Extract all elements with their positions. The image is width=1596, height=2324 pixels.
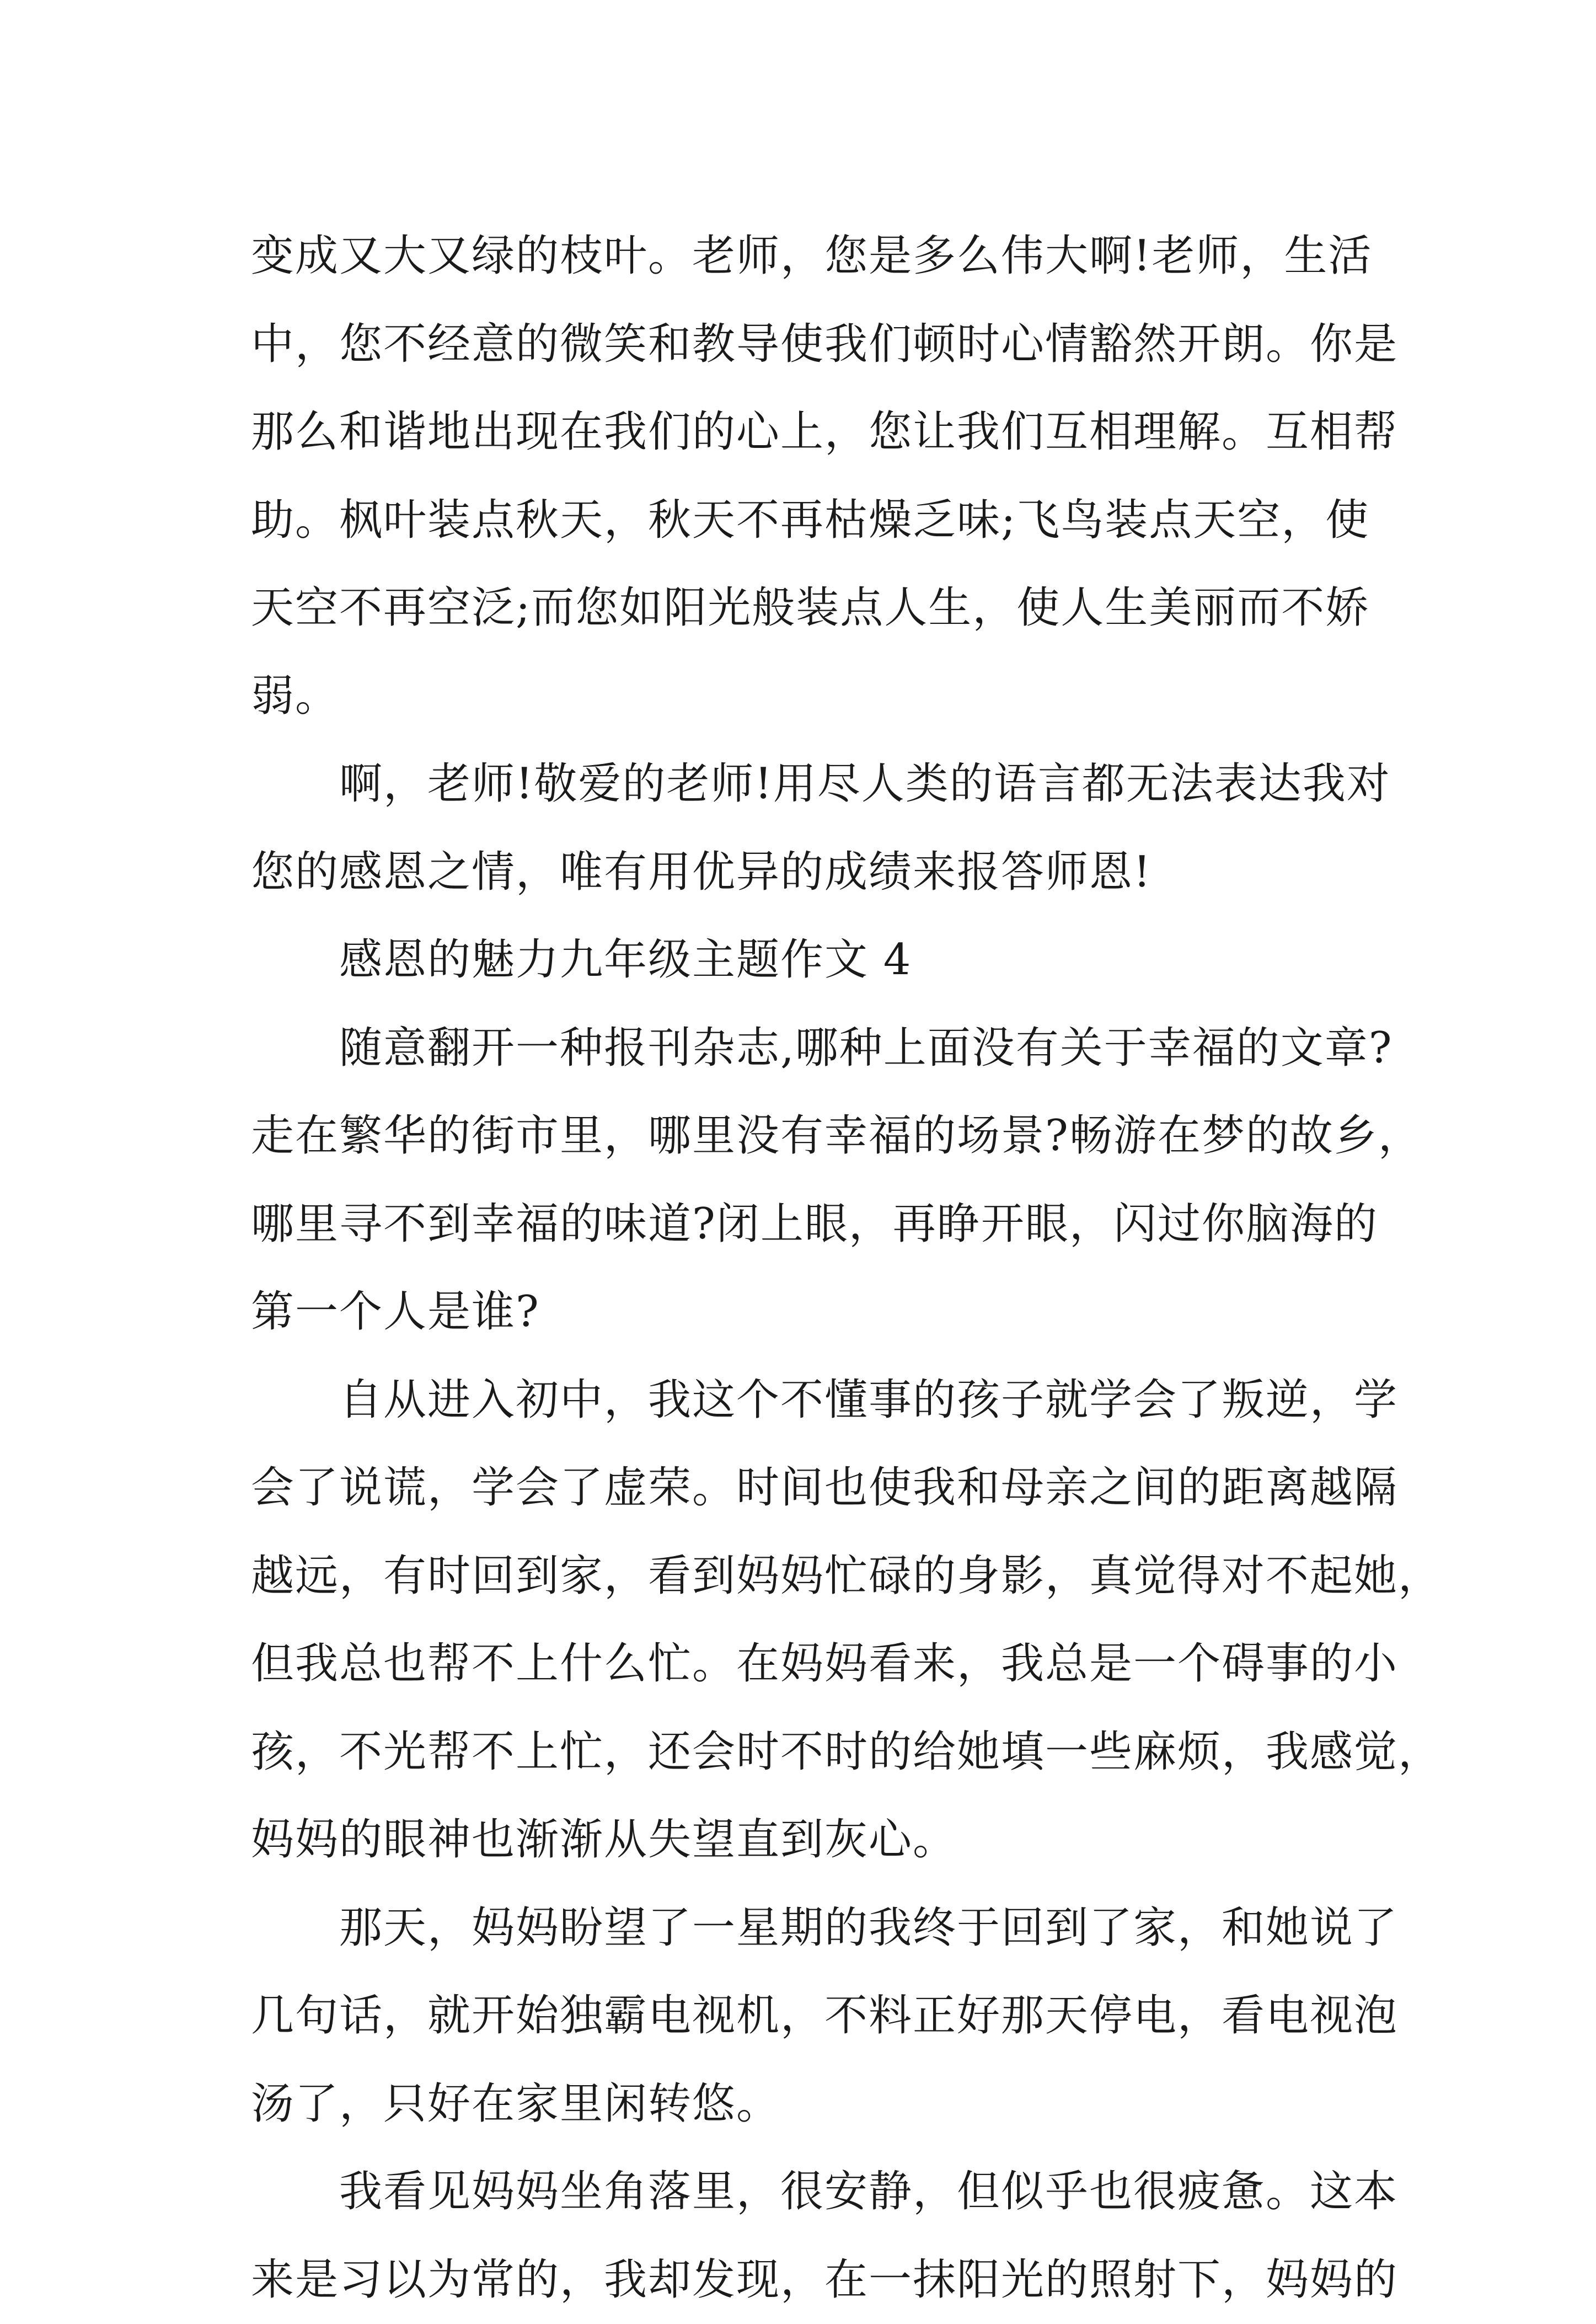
text-line: 自从进入初中，我这个不懂事的孩子就学会了叛逆，学 (251, 1356, 1370, 1445)
text-line: 变成又大又绿的枝叶。老师，您是多么伟大啊!老师，生活 (251, 212, 1370, 301)
text-line: 随意翻开一种报刊杂志,哪种上面没有关于幸福的文章? (251, 1005, 1370, 1093)
text-line: 孩，不光帮不上忙，还会时不时的给她填一些麻烦，我感觉， (251, 1708, 1370, 1797)
text-line: 我看见妈妈坐角落里，很安静，但似乎也很疲惫。这本 (251, 2148, 1370, 2236)
text-line: 第一个人是谁? (251, 1268, 1370, 1356)
text-line: 弱。 (251, 653, 1370, 741)
text-line: 妈妈的眼神也渐渐从失望直到灰心。 (251, 1796, 1370, 1884)
document-body (251, 212, 1370, 2324)
text-line: 几句话，就开始独霸电视机，不料正好那天停电，看电视泡 (251, 1972, 1370, 2060)
text-line: 您的感恩之情，唯有用优异的成绩来报答师恩! (251, 829, 1370, 917)
text-line: 中，您不经意的微笑和教导使我们顿时心情豁然开朗。你是 (251, 301, 1370, 389)
text-line: 助。枫叶装点秋天，秋天不再枯燥乏味;飞鸟装点天空，使 (251, 477, 1370, 565)
text-line: 那天，妈妈盼望了一星期的我终于回到了家，和她说了 (251, 1884, 1370, 1973)
section-heading: 感恩的魅力九年级主题作文 4 (251, 916, 1370, 1005)
text-line: 天空不再空泛;而您如阳光般装点人生，使人生美丽而不娇 (251, 564, 1370, 653)
text-line: 哪里寻不到幸福的味道?闭上眼，再睁开眼，闪过你脑海的 (251, 1180, 1370, 1269)
text-line: 但我总也帮不上什么忙。在妈妈看来，我总是一个碍事的小 (251, 1620, 1370, 1708)
text-line: 来是习以为常的，我却发现，在一抹阳光的照射下，妈妈的 (251, 2236, 1370, 2324)
text-line: 会了说谎，学会了虚荣。时间也使我和母亲之间的距离越隔 (251, 1444, 1370, 1532)
text-line: 那么和谐地出现在我们的心上，您让我们互相理解。互相帮 (251, 388, 1370, 477)
text-line: 走在繁华的街市里，哪里没有幸福的场景?畅游在梦的故乡， (251, 1092, 1370, 1180)
text-line: 汤了，只好在家里闲转悠。 (251, 2060, 1370, 2149)
text-line: 越远，有时回到家，看到妈妈忙碌的身影，真觉得对不起她， (251, 1532, 1370, 1621)
text-line: 啊，老师!敬爱的老师!用尽人类的语言都无法表达我对 (251, 740, 1370, 829)
